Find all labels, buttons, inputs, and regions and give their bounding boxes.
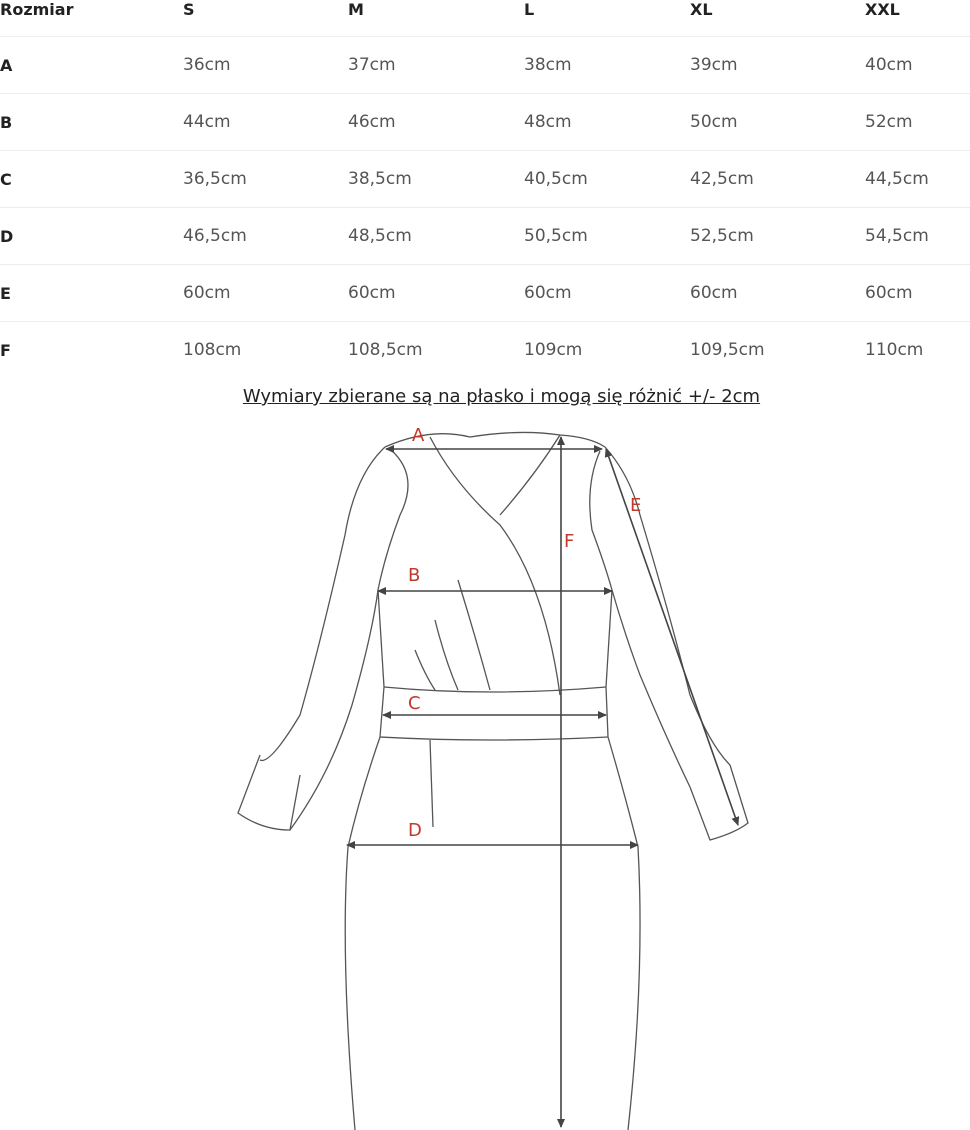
table-cell: 60cm bbox=[690, 283, 738, 303]
table-row bbox=[0, 151, 970, 208]
label-d: D bbox=[408, 820, 422, 841]
table-cell: 42,5cm bbox=[690, 169, 754, 189]
table-cell: 109,5cm bbox=[690, 340, 765, 360]
table-cell: 36,5cm bbox=[183, 169, 247, 189]
label-a: A bbox=[412, 425, 425, 446]
table-cell: 46cm bbox=[348, 112, 396, 132]
table-cell: 50cm bbox=[690, 112, 738, 132]
header-xxl: XXL bbox=[865, 0, 900, 19]
header-xl: XL bbox=[690, 0, 713, 19]
table-cell: 108,5cm bbox=[348, 340, 423, 360]
dress-diagram bbox=[0, 415, 970, 1130]
row-label: B bbox=[0, 112, 13, 132]
label-b: B bbox=[408, 565, 421, 586]
row-label: F bbox=[0, 340, 11, 360]
table-cell: 52,5cm bbox=[690, 226, 754, 246]
label-f: F bbox=[564, 531, 575, 552]
size-table bbox=[0, 0, 970, 378]
table-cell: 60cm bbox=[348, 283, 396, 303]
table-cell: 54,5cm bbox=[865, 226, 929, 246]
table-cell: 108cm bbox=[183, 340, 242, 360]
header-size: Rozmiar bbox=[0, 0, 74, 19]
table-cell: 44,5cm bbox=[865, 169, 929, 189]
measurement-note: Wymiary zbierane są na płasko i mogą się różnić +/- 2cm bbox=[242, 386, 761, 407]
table-row bbox=[0, 265, 970, 322]
header-s: S bbox=[183, 0, 195, 19]
table-cell: 38cm bbox=[524, 55, 572, 75]
table-cell: 60cm bbox=[183, 283, 231, 303]
table-cell: 36cm bbox=[183, 55, 231, 75]
measurement-arrows bbox=[347, 437, 738, 1127]
label-c: C bbox=[408, 693, 421, 714]
table-cell: 60cm bbox=[524, 283, 572, 303]
table-cell: 50,5cm bbox=[524, 226, 588, 246]
table-cell: 40,5cm bbox=[524, 169, 588, 189]
row-label: A bbox=[0, 55, 13, 75]
table-cell: 38,5cm bbox=[348, 169, 412, 189]
table-row bbox=[0, 322, 970, 378]
header-l: L bbox=[524, 0, 535, 19]
table-cell: 46,5cm bbox=[183, 226, 247, 246]
table-cell: 44cm bbox=[183, 112, 231, 132]
wrap-neckline bbox=[430, 437, 560, 695]
table-cell: 37cm bbox=[348, 55, 396, 75]
table-cell: 110cm bbox=[865, 340, 924, 360]
arrow-e bbox=[606, 449, 738, 825]
table-cell: 48,5cm bbox=[348, 226, 412, 246]
table-cell: 48cm bbox=[524, 112, 572, 132]
dress-outline bbox=[238, 432, 748, 1130]
table-row bbox=[0, 37, 970, 94]
neckline-right bbox=[500, 435, 560, 515]
table-cell: 52cm bbox=[865, 112, 913, 132]
table-header-row bbox=[0, 0, 970, 37]
header-m: M bbox=[348, 0, 364, 19]
table-row bbox=[0, 94, 970, 151]
table-cell: 40cm bbox=[865, 55, 913, 75]
row-label: C bbox=[0, 169, 12, 189]
row-label: E bbox=[0, 283, 11, 303]
table-cell: 60cm bbox=[865, 283, 913, 303]
table-cell: 39cm bbox=[690, 55, 738, 75]
table-cell: 109cm bbox=[524, 340, 583, 360]
row-label: D bbox=[0, 226, 14, 246]
table-row bbox=[0, 208, 970, 265]
label-e: E bbox=[630, 495, 642, 516]
